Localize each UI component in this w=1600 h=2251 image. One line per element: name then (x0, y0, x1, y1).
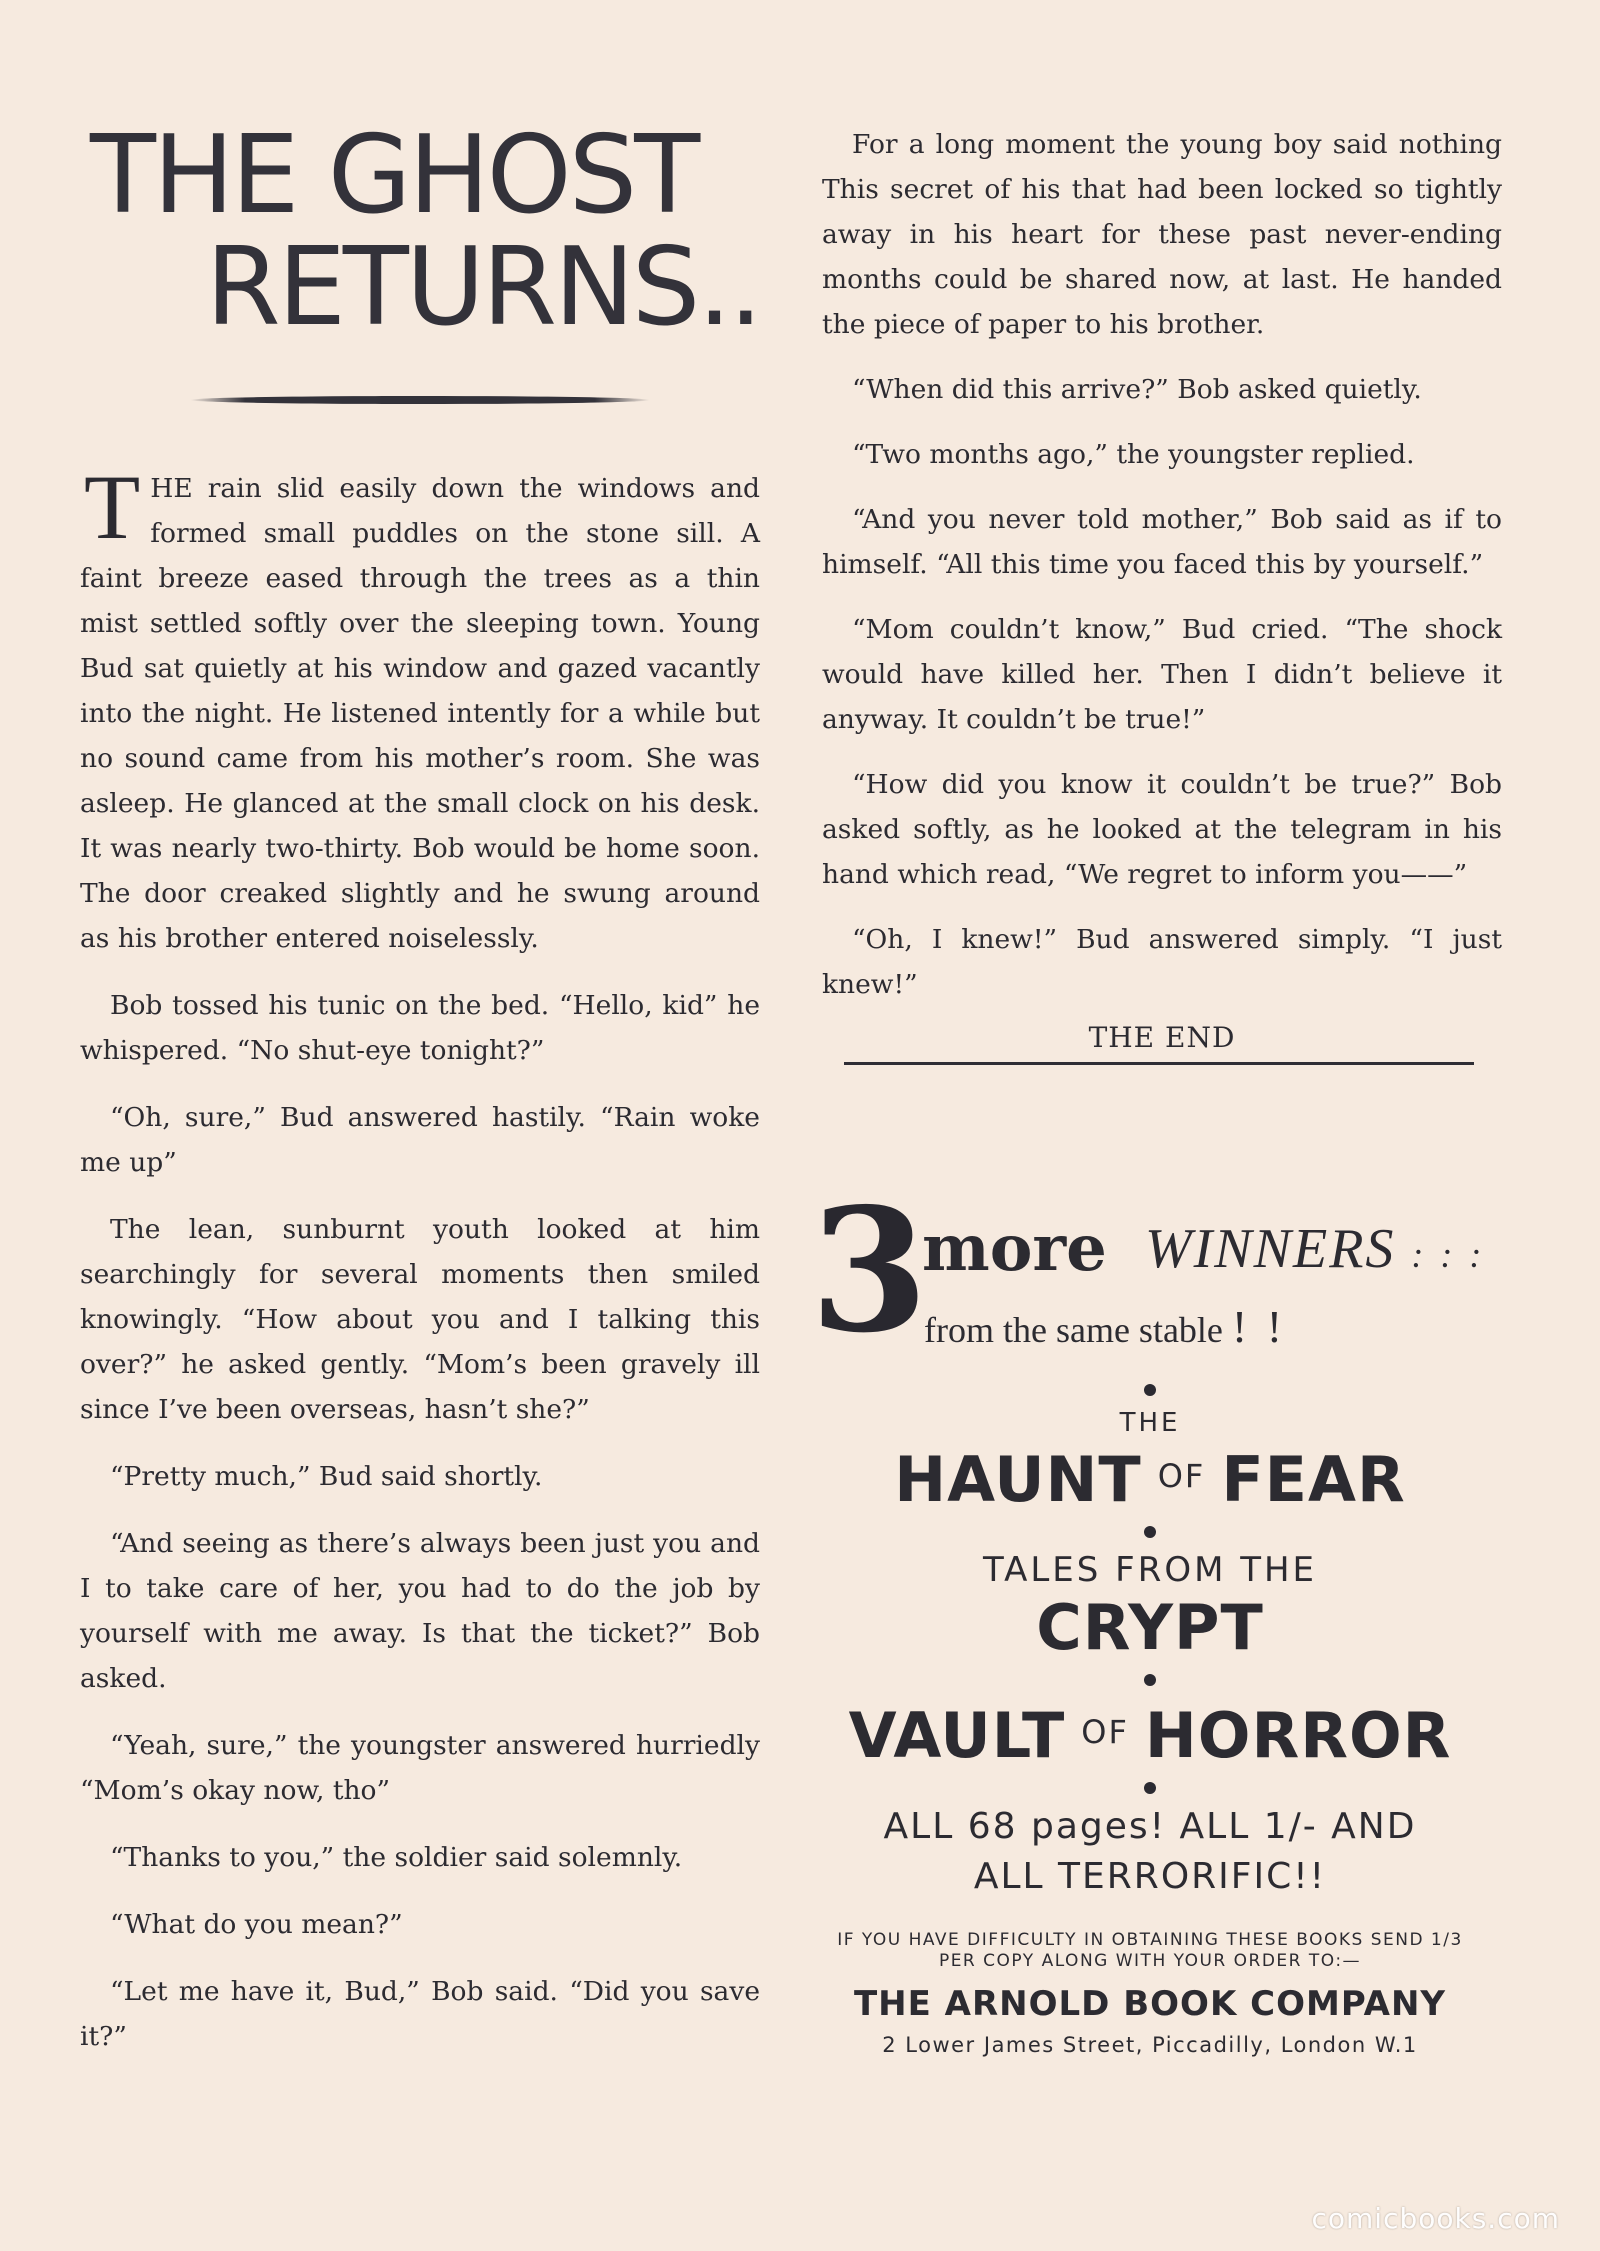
story-paragraph: “When did this arrive?” Bob asked quietly. (852, 374, 1422, 405)
watermark: comicbooks.com (1311, 2202, 1560, 2235)
title-line-1: THE GHOST (90, 113, 698, 238)
story-paragraph: THE rain slid easily down the windows and formed small puddles on the stone sill. A faint breeze eased through the trees as a thin mist settled softly over the sleeping town. Young Bud sat quietly at his window and gazed vacantly into the night. He listened intently for a while but no sound came from his mother’s room. She was asleep. He glanced at the small clock on his desk. It was nearly two-thirty. Bob would be home soon. The door creaked slightly and he swung around as his brother entered noiselessly. (80, 456, 760, 954)
bullet-dot (1144, 1782, 1156, 1794)
publisher-name: THE ARNOLD BOOK COMPANY (853, 1984, 1447, 2024)
price-line-1: ALL 68 pages! ALL 1/- AND (883, 1806, 1417, 1847)
story-paragraph: “Oh, I knew!” Bud answered simply. “I just knew!” (822, 924, 1502, 1000)
the-end-label: THE END (1088, 1021, 1236, 1054)
story-paragraph: “Two months ago,” the youngster replied. (852, 439, 1415, 470)
ad-more: more (922, 1211, 1107, 1286)
drop-cap: T (84, 456, 141, 558)
story-title (80, 113, 760, 350)
title-haunt-prefix: THE (1119, 1408, 1181, 1438)
advertisement (800, 1171, 1520, 2060)
title-line-2: RETURNS.. (205, 225, 760, 350)
story-paragraph: “Pretty much,” Bud said shortly. (110, 1461, 543, 1492)
title-crypt: CRYPT (1036, 1591, 1264, 1664)
story-paragraph: “And seeing as there’s always been just you and I to take care of her, you had to do the job by yourself with me away. Is that the ticket?” Bob asked. (80, 1528, 760, 1694)
story-paragraph: “Let me have it, Bud,” Bob said. “Did you save it?” (80, 1976, 760, 2052)
story-paragraph: “Thanks to you,” the soldier said solemnly. (110, 1842, 683, 1873)
story-paragraph: “How did you know it couldn’t be true?” Bob asked softly, as he looked at the telegram in his hand which read, “We regret to inform you——” (822, 769, 1502, 890)
price-line-2: ALL TERRORIFIC!! (973, 1856, 1327, 1897)
left-column (80, 113, 760, 2081)
story-text-left (80, 456, 760, 2059)
title-tales-prefix: TALES FROM THE (982, 1550, 1318, 1590)
story-paragraph: “Oh, sure,” Bud answered hastily. “Rain woke me up” (80, 1102, 760, 1178)
story-paragraph: The lean, sunburnt youth looked at him searchingly for several moments then smiled knowingly. “How about you and I talking this over?” he asked gently. “Mom’s been gravely ill since I’ve been overseas, hasn’t she?” (80, 1214, 760, 1425)
story-paragraph: “Mom couldn’t know,” Bud cried. “The shock would have killed her. Then I didn’t believe it anyway. It couldn’t be true!” (822, 614, 1502, 735)
ad-headline (800, 1171, 1520, 1380)
publisher-address: 2 Lower James Street, Piccadilly, London W.1 (882, 2033, 1418, 2057)
story-paragraph: Bob tossed his tunic on the bed. “Hello, kid” he whispered. “No shut-eye tonight?” (80, 990, 760, 1066)
story-paragraph: For a long moment the young boy said nothing This secret of his that had been locked so tightly away in his heart for these past never-ending months could be shared now, at last. He handed the piece of paper to his brother. (822, 129, 1502, 340)
bullet-dot (1144, 1384, 1156, 1396)
order-instructions-1: IF YOU HAVE DIFFICULTY IN OBTAINING THESE BOOKS SEND 1/3 (837, 1930, 1463, 1950)
ad-winners: WINNERS : : : (1145, 1218, 1486, 1280)
ad-number: 3 (810, 1171, 929, 1371)
bullet-dot (1144, 1674, 1156, 1686)
bullet-dot (1144, 1526, 1156, 1538)
story-paragraph: “Yeah, sure,” the youngster answered hurriedly “Mom’s okay now, tho” (80, 1730, 760, 1806)
end-divider (844, 1062, 1474, 1065)
title-divider (190, 396, 650, 404)
ad-titles (800, 1384, 1500, 2060)
right-column (822, 122, 1502, 1065)
order-instructions-2: PER COPY ALONG WITH YOUR ORDER TO:— (938, 1951, 1362, 1971)
story-paragraph: “And you never told mother,” Bob said as if to himself. “All this time you faced this by yourself.” (822, 504, 1502, 580)
title-haunt-of-fear: HAUNT $^{OF}$ FEAR (894, 1443, 1406, 1516)
title-vault-of-horror: VAULT $^{OF}$ HORROR (848, 1699, 1452, 1772)
story-paragraph: “What do you mean?” (110, 1909, 403, 1940)
ad-stable-line: from the same stable ! ! (924, 1301, 1287, 1352)
